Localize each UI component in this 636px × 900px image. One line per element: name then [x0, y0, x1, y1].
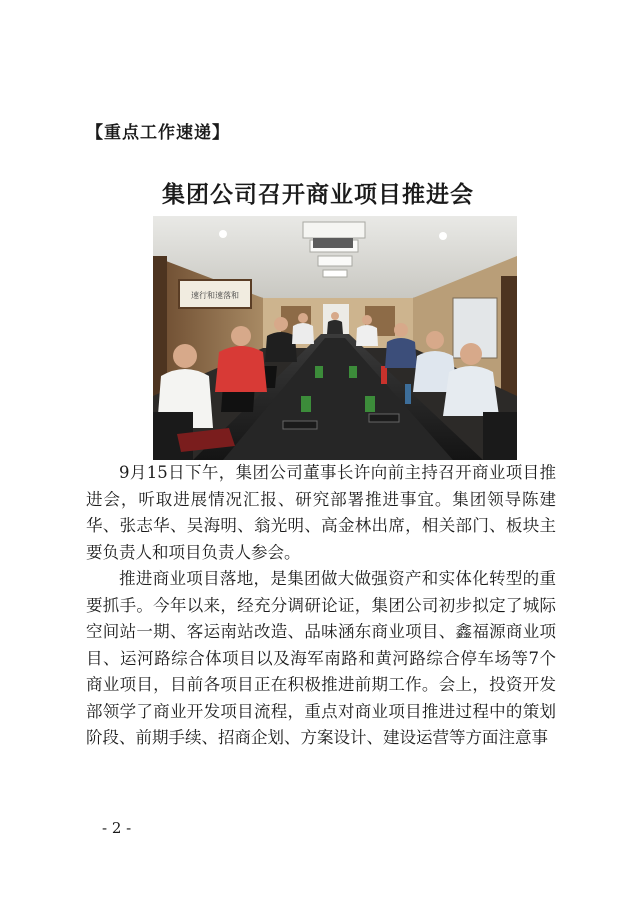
article-body: [86, 460, 556, 752]
chair: [483, 412, 517, 460]
air-vent: [313, 238, 353, 248]
nameplate: [301, 396, 311, 412]
cup: [381, 366, 387, 384]
ceiling-light: [318, 256, 352, 266]
wood-panel: [501, 276, 517, 396]
wall-banner-text: 速行和速落和: [191, 291, 239, 300]
nameplate: [349, 366, 357, 378]
article-title: 集团公司召开商业项目推进会: [162, 181, 474, 208]
nameplate: [365, 396, 375, 412]
microphone: [283, 421, 317, 429]
spotlight: [219, 230, 227, 238]
page-number: - 2 -: [102, 819, 132, 837]
paragraph: 9月15日下午，集团公司董事长许向前主持召开商业项目推进会，听取进展情况汇报、研究部署推进事宜。集团领导陈建华、张志华、吴海明、翁光明、高金林出席，相关部门、板块主要负责人和项目负责人参会。: [86, 463, 556, 562]
bottle: [405, 384, 411, 404]
ceiling-light: [323, 270, 347, 277]
microphone: [369, 414, 399, 422]
paragraph: 推进商业项目落地，是集团做大做强资产和实体化转型的重要抓手。今年以来，经充分调研论证，集团公司初步拟定了城际空间站一期、客运南站改造、品味涵东商业项目、鑫福源商业项目、运河路综合体项目以及海军南路和黄河路综合停车场等7个商业项目，目前各项目正在积极推进前期工作。会上，投资开发部领学了商业开发项目流程，重点对商业项目推进过程中的策划阶段、前期手续、招商企划、方案设计、建设运营等方面注意事: [86, 569, 556, 747]
ceiling-light: [303, 222, 365, 238]
nameplate: [315, 366, 323, 378]
section-tag: 【重点工作速递】: [86, 123, 230, 143]
meeting-room-illustration: [153, 216, 517, 460]
meeting-photo: [153, 216, 517, 460]
spotlight: [439, 232, 447, 240]
